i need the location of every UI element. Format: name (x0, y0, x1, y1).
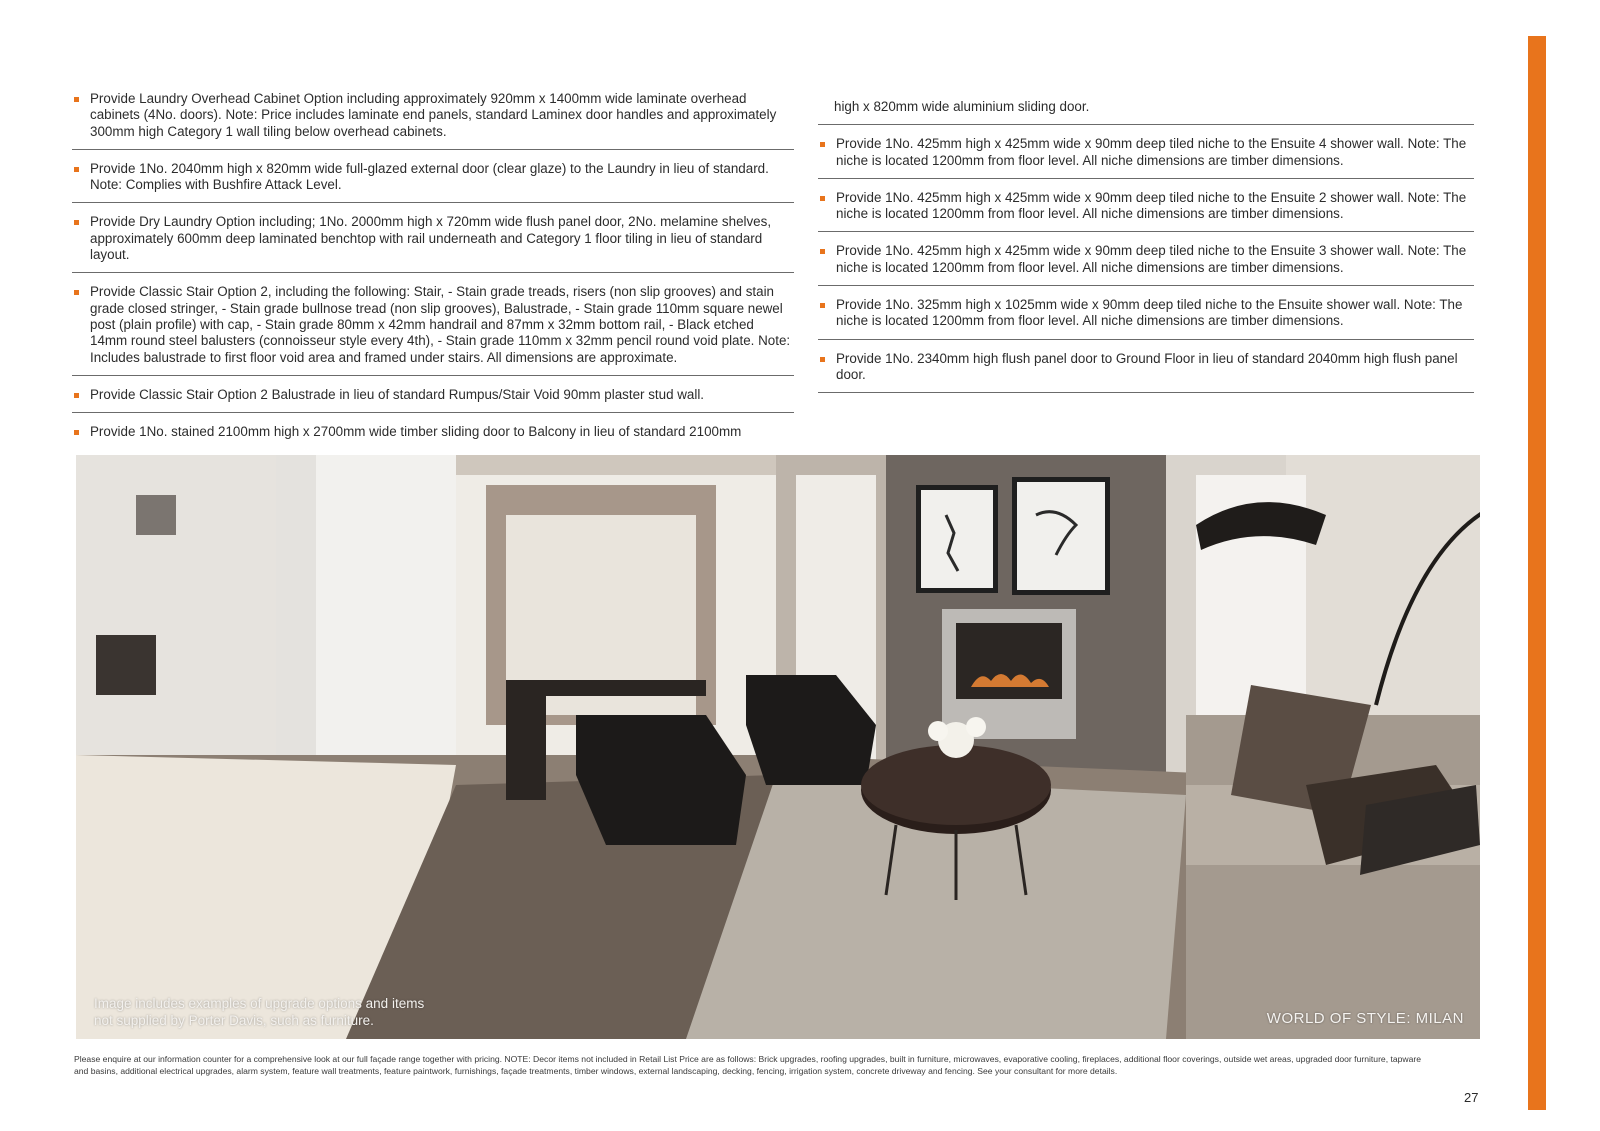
list-item (72, 211, 794, 273)
photo-style-caption: WORLD OF STYLE: MILAN (1266, 1010, 1464, 1027)
list-item-text: Provide 1No. 425mm high x 425mm wide x 90mm deep tiled niche to the Ensuite 4 shower wall. Note: The niche is located 1200mm from floor level. All niche dimensions are timber dimensions. (836, 136, 1467, 168)
bullet-icon (74, 393, 79, 398)
list-item (72, 88, 794, 150)
bullet-icon (74, 167, 79, 172)
orange-accent-bar (1528, 36, 1546, 1110)
list-item-text: Provide Laundry Overhead Cabinet Option including approximately 920mm x 1400mm wide laminate overhead cabinets (4No. doors). Note: Price includes laminate end panels, standard Laminex door handles and approximately 300mm high Category 1 wall tiling below overhead cabinets. (90, 91, 777, 139)
list-item-text: Provide Dry Laundry Option including; 1No. 2000mm high x 720mm wide flush panel door, 2No. melamine shelves, approximately 600mm deep laminated benchtop with rail underneath and Category 1 floor tiling in lieu of standard layout. (90, 214, 772, 263)
list-item-text: Provide Classic Stair Option 2, including the following: Stair, - Stain grade treads, risers (non slip grooves) and stain grade closed stringer, - Stain grade bullnose tread (non slip grooves), Balustrade, - Stain grade 110mm square newel post (plain profile) with cap, - Stain grade 80mm x 42mm handrail and 87mm x 32mm bottom rail, - Black etched 14mm round steel balusters (connoisseur style every 4th), - Stain grade 110mm x 32mm pencil round void plate. Note: Includes balustrade to first floor void area and framed under stairs. All dimensions are approximate. (90, 284, 791, 365)
bullet-icon (820, 196, 825, 201)
list-item (818, 348, 1474, 394)
list-item-text: Provide 1No. 325mm high x 1025mm wide x 90mm deep tiled niche to the Ensuite shower wall. Note: The niche is located 1200mm from floor level. All niche dimensions are timber dimensions. (836, 297, 1463, 329)
list-item-text: Provide 1No. 425mm high x 425mm wide x 90mm deep tiled niche to the Ensuite 3 shower wall. Note: The niche is located 1200mm from floor level. All niche dimensions are timber dimensions. (836, 243, 1467, 275)
inclusions-list-right (818, 96, 1474, 401)
footnote: Please enquire at our information counter for a comprehensive look at our full façade range together with pricing. NOTE: Decor items not included in Retail List Price are as follows: Brick upgrades, roofing upgrades, built in furniture, microwaves, evaporative cooling, fireplaces, additional floor coverings, outside wet areas, upgraded door furniture, tapware and basins, additional electrical upgrades, alarm system, feature wall treatments, feature paintwork, furnishings, façade treatments, timber windows, external landscaping, decking, fencing, irrigation system, concrete driveway and fencing. See your consultant for more details. (74, 1054, 1422, 1076)
living-room-photo (76, 455, 1480, 1039)
list-item (72, 421, 794, 449)
page-number: 27 (1464, 1090, 1479, 1105)
list-item-text: Provide 1No. 425mm high x 425mm wide x 90mm deep tiled niche to the Ensuite 2 shower wall. Note: The niche is located 1200mm from floor level. All niche dimensions are timber dimensions. (836, 189, 1467, 222)
list-item-text: Provide 1No. stained 2100mm high x 2700mm wide timber sliding door to Balcony in lieu of standard 2100mm (90, 424, 742, 440)
living-room-illustration (76, 455, 1480, 1039)
bullet-icon (74, 97, 79, 102)
list-item-text: Provide 1No. 2040mm high x 820mm wide full-glazed external door (clear glaze) to the Laundry in lieu of standard. Note: Complies with Bushfire Attack Level. (90, 160, 769, 193)
list-item-text: Provide 1No. 2340mm high flush panel door to Ground Floor in lieu of standard 2040mm high flush panel door. (836, 350, 1458, 382)
bullet-icon (74, 290, 79, 295)
inclusions-list-left (72, 88, 794, 457)
list-item-text: Provide Classic Stair Option 2 Balustrade in lieu of standard Rumpus/Stair Void 90mm plaster stud wall. (90, 386, 705, 402)
bullet-icon (820, 303, 825, 308)
bullet-icon (74, 430, 79, 435)
list-item (72, 384, 794, 413)
list-item (818, 187, 1474, 233)
bullet-icon (74, 220, 79, 225)
list-item (818, 294, 1474, 340)
bullet-icon (820, 249, 825, 254)
bullet-icon (820, 357, 825, 362)
photo-disclaimer-caption: Image includes examples of upgrade options and items not supplied by Porter Davis, such as furniture. (94, 996, 425, 1028)
list-item (72, 281, 794, 375)
list-item (818, 133, 1474, 179)
bullet-icon (820, 142, 825, 147)
list-item-continuation (818, 96, 1474, 125)
list-item-text: high x 820mm wide aluminium sliding door. (834, 99, 1090, 114)
list-item (72, 158, 794, 204)
list-item (818, 240, 1474, 286)
